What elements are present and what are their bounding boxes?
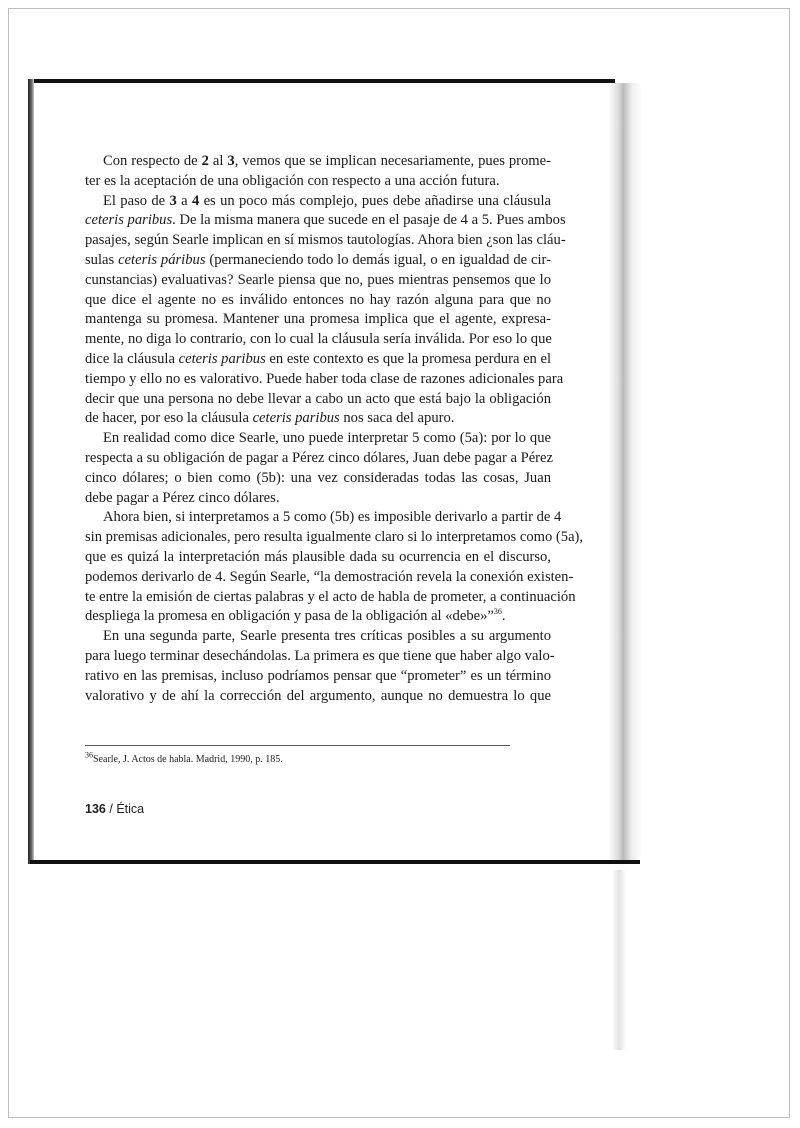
- text-run: a: [176, 192, 192, 209]
- text-line: [85, 271, 551, 291]
- footnote: [85, 750, 283, 765]
- italic-text: ceteris paribus: [252, 410, 340, 427]
- text-line: [85, 647, 555, 667]
- footnote-marker: 36: [85, 750, 93, 760]
- text-line: [85, 568, 574, 588]
- scan-edge-top: [30, 79, 615, 83]
- text-line: [85, 251, 551, 271]
- text-line: [85, 390, 551, 410]
- text-line: [85, 588, 576, 608]
- scan-shadow-right: [608, 83, 642, 860]
- text-run: . De la misma manera que sucede en el pasaje de 4 a 5. Pues ambos: [172, 212, 566, 229]
- text-run: que dice el agente no es inválido entonces no hay razón alguna para que no: [85, 291, 551, 308]
- text-run: para luego terminar desechándolas. La primera es que tiene que haber algo valo-: [85, 647, 555, 664]
- text-run: podemos derivarlo de 4. Según Searle, “la demostración revela la conexión existen-: [85, 568, 574, 585]
- text-run: es un poco más complejo, pues debe añadirse una cláusula: [199, 192, 551, 209]
- text-run: pasajes, según Searle implican en sí mismos tautologías. Ahora bien ¿son las cláu-: [85, 232, 566, 249]
- scan-shadow-right-lower: [612, 870, 626, 1050]
- text-line: [85, 370, 564, 390]
- text-line: [85, 667, 551, 687]
- text-run: El paso de: [103, 192, 170, 209]
- bold-text: 3: [227, 153, 235, 169]
- text-run: tiempo y ello no es valorativo. Puede haber toda clase de razones adicionales para: [85, 370, 564, 387]
- text-line: [85, 687, 551, 707]
- text-line: [85, 489, 551, 509]
- text-run: debe pagar a Pérez cinco dólares.: [85, 489, 280, 506]
- text-run: cinco dólares; o bien como (5b): una vez consideradas todas las cosas, Juan: [85, 469, 551, 486]
- text-run: sulas: [85, 251, 119, 268]
- scan-edge-left: [28, 79, 34, 864]
- text-line: [85, 429, 551, 449]
- text-run: (permaneciendo todo lo demás igual, o en igualdad de cir-: [205, 251, 551, 268]
- text-run: Con respecto de: [103, 153, 202, 169]
- scan-edge-bottom: [30, 860, 640, 864]
- text-run: dice la cláusula: [85, 350, 179, 367]
- text-line: [85, 449, 551, 469]
- body-text: [85, 152, 584, 706]
- text-line: [85, 330, 551, 350]
- page-number: 136: [85, 802, 106, 816]
- text-line: [85, 548, 551, 568]
- italic-text: ceteris páribus: [118, 251, 206, 268]
- text-run: mantenga su promesa. Mantener una promesa implica que el agente, expresa-: [85, 311, 551, 328]
- text-line: [85, 409, 551, 429]
- text-run: ter es la aceptación de una obligación con respecto a una acción futura.: [85, 172, 500, 189]
- page-footer: [85, 802, 144, 816]
- text-run: nos saca del apuro.: [339, 410, 455, 427]
- text-line: [85, 152, 551, 172]
- text-line: [85, 607, 551, 627]
- text-line: [85, 231, 566, 251]
- text-line: [85, 528, 584, 548]
- footnote-rule: [85, 745, 510, 746]
- bold-text: 2: [201, 153, 209, 169]
- text-line: [85, 469, 551, 489]
- text-run: de hacer, por eso la cláusula: [85, 410, 253, 427]
- text-run: te entre la emisión de ciertas palabras y el acto de habla de prometer, a continuación: [85, 588, 576, 605]
- text-run: En una segunda parte, Searle presenta tres críticas posibles a su argumento: [103, 628, 551, 645]
- text-run: valorativo y de ahí la corrección del argumento, aunque no demuestra lo que: [85, 687, 551, 704]
- footer-separator: /: [109, 802, 113, 816]
- text-run: Ahora bien, si interpretamos a 5 como (5b) es imposible derivarlo a partir de 4: [103, 509, 562, 526]
- text-run: cunstancias) evaluativas? Searle piensa que no, pues mientras pensemos que lo: [85, 271, 551, 288]
- text-run: En realidad como dice Searle, uno puede interpretar 5 como (5a): por lo que: [103, 430, 551, 447]
- text-run: despliega la promesa en obligación y pasa de la obligación al «debe»”: [85, 608, 494, 625]
- text-run: , vemos que se implican necesariamente, pues prome-: [234, 153, 551, 169]
- italic-text: ceteris paribus: [178, 350, 266, 367]
- text-run: al: [208, 153, 228, 169]
- footnote-text: Searle, J. Actos de habla. Madrid, 1990, p. 185.: [93, 754, 283, 765]
- text-run: decir que una persona no debe llevar a cabo un acto que está bajo la obligación: [85, 390, 551, 407]
- text-run: en este contexto es que la promesa perdura en el: [265, 350, 552, 367]
- text-run: mente, no diga lo contrario, con lo cual la cláusula sería inválida. Por eso lo que: [85, 331, 552, 348]
- text-run: .: [501, 608, 506, 625]
- text-run: respecta a su obligación de pagar a Pérez cinco dólares, Juan debe pagar a Pérez: [85, 449, 553, 466]
- text-run: sin premisas adicionales, pero resulta igualmente claro si lo interpretamos como (5a),: [85, 529, 584, 546]
- italic-text: ceteris paribus: [85, 212, 173, 229]
- text-line: [85, 291, 551, 311]
- footnote-reference: 36: [493, 607, 502, 617]
- text-line: [85, 508, 562, 528]
- text-run: que es quizá la interpretación más plausible dada su ocurrencia en el discurso,: [85, 548, 551, 565]
- text-run: rativo en las premisas, incluso podríamos pensar que “prometer” es un término: [85, 667, 551, 684]
- text-line: [85, 211, 566, 231]
- text-line: [85, 350, 551, 370]
- bold-text: 3: [169, 192, 177, 209]
- text-line: [85, 310, 551, 330]
- text-line: [85, 172, 551, 192]
- text-line: [85, 627, 551, 647]
- bold-text: 4: [191, 192, 200, 209]
- book-title: Ética: [116, 802, 145, 816]
- text-line: [85, 192, 551, 212]
